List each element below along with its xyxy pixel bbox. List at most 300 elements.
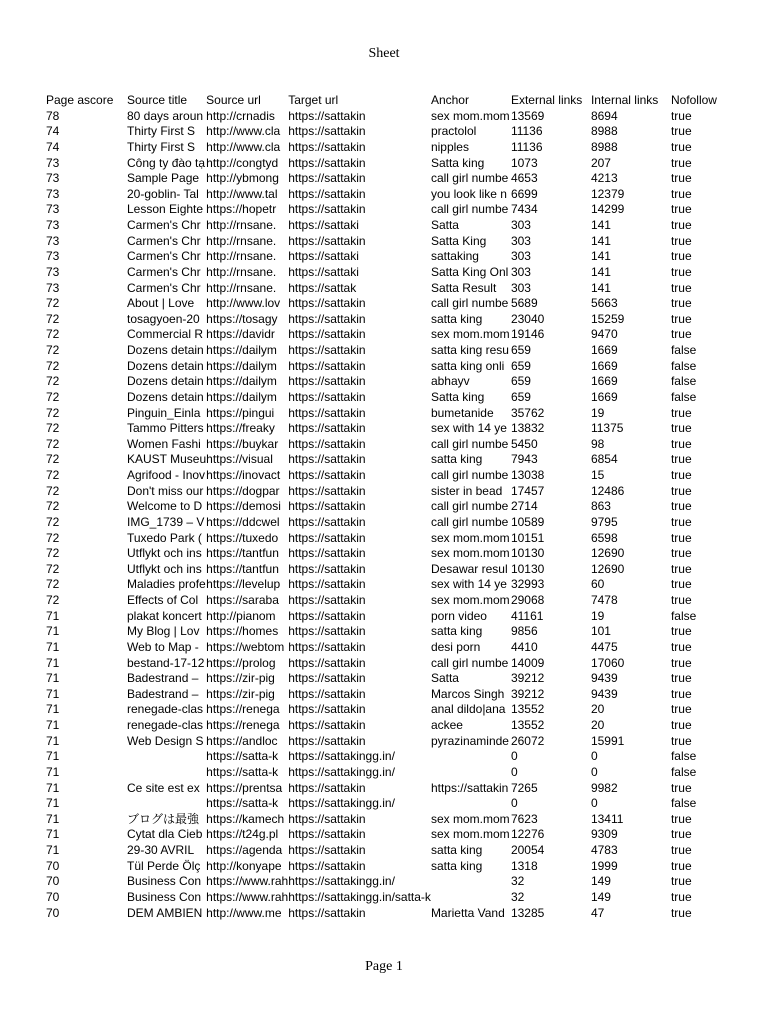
cell-target-url: https://sattakingg.in/ — [288, 796, 395, 811]
cell-page-ascore: 71 — [46, 811, 60, 826]
cell-internal-links: 15991 — [590, 733, 625, 748]
table-row — [46, 187, 731, 203]
cell-external-links: 32 — [510, 874, 525, 889]
cell-anchor: sex mom.mom — [430, 593, 510, 607]
cell-external-links: 303 — [510, 264, 531, 279]
cell-page-ascore: 72 — [46, 546, 60, 561]
cell-source-title: Tuxedo Park ( — [127, 530, 202, 545]
cell-anchor: sex mom.mom — [430, 327, 510, 342]
cell-source-url: https://webtom — [206, 639, 285, 654]
cell-source-title: Thirty First S — [127, 139, 195, 154]
cell-source-title: KAUST Museu — [127, 452, 207, 467]
table-row — [46, 765, 731, 781]
cell-internal-links: 141 — [590, 264, 611, 279]
cell-page-ascore: 72 — [46, 577, 60, 592]
cell-internal-links: 47 — [590, 905, 605, 920]
cell-nofollow: true — [670, 139, 692, 154]
cell-anchor: call girl numbe — [430, 468, 509, 482]
cell-external-links: 659 — [510, 374, 531, 389]
cell-source-url: https://satta-k — [206, 764, 279, 779]
cell-external-links: 20054 — [510, 843, 545, 857]
table-row — [46, 468, 731, 484]
cell-external-links: 35762 — [510, 405, 545, 420]
cell-external-links: 7943 — [510, 452, 538, 467]
cell-anchor: sex mom.mom — [430, 811, 510, 826]
table-row — [46, 577, 731, 593]
cell-page-ascore: 71 — [46, 624, 60, 639]
cell-external-links: 303 — [510, 218, 531, 232]
table-body — [46, 109, 731, 922]
cell-source-url: http://rnsane. — [206, 233, 277, 248]
table-row — [46, 827, 731, 843]
cell-source-url: http://www.cla — [206, 139, 281, 154]
cell-external-links: 659 — [510, 358, 531, 373]
cell-external-links: 303 — [510, 233, 531, 248]
cell-target-url: https://sattakin — [288, 718, 366, 732]
cell-anchor — [431, 749, 511, 765]
cell-source-url: https://tosagy — [206, 311, 278, 326]
cell-anchor: sex mom.mom — [430, 827, 510, 842]
cell-anchor: bumetanide — [430, 405, 494, 420]
cell-target-url: https://sattakin — [288, 733, 366, 748]
cell-target-url: https://sattakin — [288, 811, 366, 826]
cell-target-url: https://sattakin — [288, 343, 366, 357]
cell-source-title — [127, 796, 206, 812]
cell-target-url: https://sattakingg.in/satta-k — [288, 889, 431, 904]
table-row — [46, 781, 731, 797]
cell-anchor: call girl numbe — [430, 171, 509, 186]
cell-external-links: 13569 — [510, 108, 545, 123]
cell-external-links: 303 — [510, 249, 531, 264]
cell-anchor: Satta — [430, 218, 459, 232]
cell-internal-links: 101 — [590, 624, 611, 639]
table-row — [46, 859, 731, 875]
cell-external-links: 1073 — [510, 155, 538, 170]
cell-nofollow: true — [670, 858, 692, 873]
cell-page-ascore: 73 — [46, 186, 60, 201]
table-row — [46, 640, 731, 656]
cell-source-title: Business Con — [127, 874, 202, 889]
cell-external-links: 39212 — [510, 671, 545, 686]
cell-internal-links: 15259 — [590, 311, 625, 326]
cell-source-url: http://www.lov — [206, 296, 281, 311]
cell-internal-links: 8988 — [590, 124, 618, 139]
cell-nofollow: true — [670, 311, 692, 326]
table-row — [46, 406, 731, 422]
table-row — [46, 218, 731, 234]
table-row — [46, 843, 731, 859]
cell-target-url: https://sattakin — [288, 233, 366, 248]
cell-nofollow: false — [670, 764, 697, 779]
cell-nofollow: true — [670, 811, 692, 826]
cell-internal-links: 9470 — [590, 327, 618, 342]
table-row — [46, 124, 731, 140]
cell-page-ascore: 72 — [46, 593, 60, 607]
cell-nofollow: true — [670, 436, 692, 451]
cell-source-url: https://agenda — [206, 843, 283, 857]
cell-internal-links: 12379 — [590, 186, 625, 201]
cell-target-url: https://sattakin — [288, 546, 366, 561]
cell-page-ascore: 73 — [46, 202, 60, 217]
table-row — [46, 702, 731, 718]
cell-external-links: 10130 — [510, 561, 545, 576]
cell-nofollow: true — [670, 218, 692, 232]
cell-external-links: 5450 — [510, 436, 538, 451]
cell-nofollow: false — [670, 749, 697, 764]
cell-external-links: 19146 — [510, 327, 545, 342]
cell-nofollow: true — [670, 155, 692, 170]
cell-source-url: https://www.rah — [206, 874, 289, 889]
cell-page-ascore: 72 — [46, 436, 60, 451]
cell-anchor: satta king — [430, 843, 483, 857]
cell-internal-links: 13411 — [590, 811, 624, 826]
cell-anchor: call girl numbe — [430, 514, 509, 529]
cell-page-ascore: 71 — [46, 608, 60, 623]
cell-anchor: satta king — [430, 624, 483, 639]
cell-page-ascore: 71 — [46, 639, 60, 654]
cell-page-ascore: 71 — [46, 655, 60, 670]
cell-target-url: https://sattakingg.in/ — [288, 749, 395, 764]
cell-target-url: https://sattakin — [288, 858, 366, 873]
cell-target-url: https://sattakin — [288, 296, 366, 311]
cell-external-links: 13832 — [510, 421, 545, 436]
cell-source-title: Carmen's Chr — [127, 264, 201, 279]
cell-anchor: Satta King — [430, 233, 487, 248]
cell-source-url: https://zir-pig — [206, 671, 275, 686]
cell-source-title: Dozens detain — [127, 374, 204, 389]
column-header-source-url: Source url — [206, 93, 261, 107]
cell-source-url: https://dailym — [206, 343, 277, 357]
table-row — [46, 437, 731, 453]
cell-internal-links: 0 — [590, 796, 598, 811]
cell-target-url: https://sattakin — [288, 577, 366, 592]
cell-anchor — [431, 796, 511, 812]
cell-source-url: https://hopetr — [206, 202, 277, 217]
cell-external-links: 17457 — [510, 483, 545, 498]
cell-anchor: call girl numbe — [430, 499, 509, 514]
cell-internal-links: 9439 — [590, 686, 618, 701]
cell-target-url: https://sattaki — [288, 218, 359, 232]
cell-source-url: https://prolog — [206, 655, 276, 670]
table-row — [46, 734, 731, 750]
cell-internal-links: 19 — [590, 405, 605, 420]
cell-external-links: 1318 — [510, 858, 538, 873]
table-row — [46, 687, 731, 703]
cell-nofollow: true — [670, 874, 692, 889]
cell-internal-links: 1669 — [590, 389, 618, 404]
cell-anchor: sex mom.mom — [430, 108, 510, 123]
cell-external-links: 10130 — [510, 546, 545, 561]
table-row — [46, 890, 731, 906]
cell-internal-links: 20 — [590, 702, 605, 717]
cell-source-url: http://www.me — [206, 905, 282, 920]
cell-internal-links: 6854 — [590, 452, 618, 467]
cell-source-title: Carmen's Chr — [127, 233, 201, 248]
cell-external-links: 13285 — [510, 905, 545, 920]
cell-internal-links: 6598 — [590, 530, 618, 545]
cell-external-links: 2714 — [510, 499, 538, 514]
cell-nofollow: true — [670, 452, 692, 467]
cell-source-title: Agrifood - Inov — [127, 468, 206, 482]
cell-anchor: satta king onli — [430, 358, 505, 373]
cell-target-url: https://sattakin — [288, 139, 366, 154]
cell-source-url: https://satta-k — [206, 796, 279, 811]
cell-source-title: Business Con — [127, 889, 202, 904]
cell-external-links: 32993 — [510, 577, 545, 592]
cell-anchor: call girl numbe — [430, 436, 509, 451]
cell-page-ascore: 71 — [46, 671, 60, 686]
cell-page-ascore: 78 — [46, 108, 60, 123]
cell-internal-links: 12690 — [590, 561, 625, 576]
table-row — [46, 390, 731, 406]
cell-target-url: https://sattakin — [288, 311, 366, 326]
cell-anchor: sex with 14 ye — [430, 577, 507, 592]
cell-source-title: DEM AMBIEN — [127, 905, 203, 920]
cell-target-url: https://sattakin — [288, 655, 366, 670]
cell-page-ascore: 71 — [46, 733, 60, 748]
cell-page-ascore: 71 — [46, 718, 60, 732]
cell-source-url: https://davidr — [206, 327, 275, 342]
cell-source-title: Dozens detain — [127, 389, 204, 404]
table-row — [46, 327, 731, 343]
cell-page-ascore: 73 — [46, 218, 60, 232]
cell-anchor: satta king — [430, 311, 483, 326]
cell-internal-links: 14299 — [590, 202, 625, 217]
cell-nofollow: false — [670, 374, 697, 389]
cell-internal-links: 7478 — [590, 593, 618, 607]
table-row — [46, 202, 731, 218]
cell-page-ascore: 73 — [46, 280, 60, 295]
cell-anchor — [431, 874, 511, 890]
cell-external-links: 4410 — [510, 639, 538, 654]
cell-target-url: https://sattakin — [288, 639, 366, 654]
cell-target-url: https://sattaki — [288, 264, 359, 279]
cell-nofollow: false — [670, 343, 697, 357]
page-number: Page 1 — [365, 959, 403, 974]
table-row — [46, 515, 731, 531]
cell-target-url: https://sattakingg.in/ — [288, 764, 395, 779]
table-row — [46, 874, 731, 890]
cell-nofollow: true — [670, 124, 692, 139]
cell-nofollow: false — [670, 796, 697, 811]
cell-internal-links: 207 — [590, 155, 611, 170]
cell-page-ascore: 72 — [46, 561, 60, 576]
cell-target-url: https://sattakin — [288, 436, 366, 451]
cell-nofollow: true — [670, 483, 692, 498]
cell-source-title: plakat koncert — [127, 608, 202, 623]
table-row — [46, 421, 731, 437]
cell-nofollow: true — [670, 186, 692, 201]
cell-external-links: 4653 — [510, 171, 538, 186]
table-row — [46, 593, 731, 609]
cell-source-title: renegade-clas — [127, 702, 204, 717]
cell-page-ascore: 71 — [46, 749, 60, 764]
cell-external-links: 7434 — [510, 202, 538, 217]
cell-source-url: https://renega — [206, 718, 280, 732]
cell-page-ascore: 71 — [46, 780, 60, 795]
cell-external-links: 11136 — [510, 124, 543, 139]
cell-source-url: http://konyape — [206, 858, 282, 873]
cell-source-title: Women Fashi — [127, 436, 201, 451]
table-row — [46, 234, 731, 250]
cell-nofollow: true — [670, 718, 692, 732]
cell-page-ascore: 70 — [46, 905, 60, 920]
table-row — [46, 281, 731, 297]
cell-target-url: https://sattakin — [288, 561, 366, 576]
cell-source-title: Pinguin_Einla — [127, 405, 201, 420]
cell-nofollow: true — [670, 280, 692, 295]
cell-source-url: https://levelup — [206, 577, 281, 592]
cell-external-links: 7265 — [510, 780, 538, 795]
cell-target-url: https://sattakin — [288, 186, 366, 201]
cell-external-links: 26072 — [510, 733, 545, 748]
cell-anchor: Satta king — [430, 155, 485, 170]
table-row — [46, 343, 731, 359]
cell-source-url: https://homes — [206, 624, 279, 639]
cell-target-url: https://sattakin — [288, 593, 366, 607]
cell-page-ascore: 70 — [46, 889, 60, 904]
cell-anchor: Satta — [430, 671, 459, 686]
cell-internal-links: 0 — [590, 749, 598, 764]
cell-source-url: https://pingui — [206, 405, 275, 420]
cell-target-url: https://sattaki — [288, 249, 359, 264]
cell-anchor: https://sattakin — [430, 780, 509, 795]
table-row — [46, 484, 731, 500]
cell-external-links: 10589 — [510, 514, 545, 529]
cell-nofollow: true — [670, 405, 692, 420]
cell-page-ascore: 72 — [46, 358, 60, 373]
cell-internal-links: 5663 — [590, 296, 618, 311]
cell-anchor: desi porn — [430, 639, 481, 654]
cell-target-url: https://sattakingg.in/ — [288, 874, 395, 889]
cell-external-links: 0 — [510, 749, 518, 764]
cell-source-title: Dozens detain — [127, 358, 204, 373]
cell-anchor: abhayv — [430, 374, 470, 389]
cell-nofollow: true — [670, 296, 692, 311]
cell-anchor: satta king — [430, 858, 483, 873]
cell-source-url: https://dailym — [206, 389, 277, 404]
sheet-title: Sheet — [368, 46, 400, 61]
cell-anchor: sex with 14 ye — [430, 421, 507, 436]
cell-anchor: Satta Result — [430, 280, 497, 295]
cell-source-title: Web Design S — [127, 733, 204, 748]
cell-target-url: https://sattakin — [288, 452, 366, 467]
column-header-target-url: Target url — [288, 93, 339, 107]
cell-anchor: sex mom.mom — [430, 530, 510, 545]
cell-target-url: https://sattakin — [288, 843, 366, 857]
cell-page-ascore: 70 — [46, 874, 60, 889]
cell-external-links: 7623 — [510, 811, 538, 826]
column-header-anchor: Anchor — [430, 93, 469, 107]
cell-target-url: https://sattakin — [288, 624, 366, 639]
cell-source-url: https://freaky — [206, 421, 275, 436]
cell-page-ascore: 72 — [46, 405, 60, 420]
cell-external-links: 0 — [510, 764, 518, 779]
cell-source-url: https://andloc — [206, 733, 278, 748]
table-row — [46, 718, 731, 734]
table-row — [46, 531, 731, 547]
cell-page-ascore: 73 — [46, 233, 60, 248]
cell-external-links: 659 — [510, 389, 531, 404]
cell-source-url: https://ddcwel — [206, 514, 280, 529]
cell-internal-links: 15 — [590, 468, 605, 482]
cell-source-title: Công ty đào tạ — [127, 155, 206, 170]
cell-page-ascore: 72 — [46, 296, 60, 311]
cell-internal-links: 141 — [590, 249, 611, 264]
cell-internal-links: 149 — [590, 889, 611, 904]
table-row — [46, 374, 731, 390]
cell-source-title: Tül Perde Ölç — [127, 858, 201, 873]
cell-source-url: https://dogpar — [206, 483, 280, 498]
table-row — [46, 671, 731, 687]
cell-source-url: https://renega — [206, 702, 280, 717]
table-row — [46, 265, 731, 281]
cell-external-links: 12276 — [510, 827, 545, 842]
cell-target-url: https://sattakin — [288, 202, 366, 217]
cell-external-links: 5689 — [510, 296, 538, 311]
cell-external-links: 39212 — [510, 686, 545, 701]
cell-source-title: bestand-17-12 — [127, 655, 205, 670]
cell-source-title: IMG_1739 – V — [127, 514, 205, 529]
cell-source-url: https://kamech — [206, 811, 285, 826]
cell-source-title: Cytat dla Cieb — [127, 827, 203, 842]
cell-nofollow: true — [670, 530, 692, 545]
cell-nofollow: true — [670, 686, 692, 701]
cell-nofollow: true — [670, 561, 692, 576]
cell-source-url: https://buykar — [206, 436, 279, 451]
cell-anchor: call girl numbe — [430, 202, 509, 217]
table-row — [46, 359, 731, 375]
column-header-internal-links: Internal links — [590, 93, 659, 107]
cell-anchor: sattaking — [430, 249, 479, 264]
cell-anchor: anal dildo|ana — [430, 702, 506, 717]
table-row — [46, 812, 731, 828]
cell-source-url: https://tantfun — [206, 546, 279, 561]
cell-internal-links: 1669 — [590, 374, 618, 389]
cell-target-url: https://sattakin — [288, 389, 366, 404]
cell-internal-links: 8694 — [590, 108, 618, 123]
cell-page-ascore: 72 — [46, 514, 60, 529]
cell-page-ascore: 74 — [46, 139, 60, 154]
cell-target-url: https://sattakin — [288, 483, 366, 498]
cell-nofollow: true — [670, 108, 692, 123]
cell-target-url: https://sattakin — [288, 530, 366, 545]
cell-source-url: http://pianom — [206, 608, 276, 623]
cell-target-url: https://sattakin — [288, 827, 366, 842]
cell-page-ascore: 71 — [46, 764, 60, 779]
cell-nofollow: false — [670, 389, 697, 404]
cell-source-url: https://dailym — [206, 358, 277, 373]
cell-page-ascore: 74 — [46, 124, 60, 139]
cell-anchor: pyrazinaminde — [430, 733, 509, 748]
cell-anchor: sex mom.mom — [430, 546, 510, 561]
table-row — [46, 171, 731, 187]
table-row — [46, 624, 731, 640]
cell-external-links: 41161 — [510, 608, 544, 623]
cell-source-url: https://tantfun — [206, 561, 279, 576]
cell-nofollow: true — [670, 733, 692, 748]
table-row — [46, 249, 731, 265]
cell-nofollow: true — [670, 499, 692, 514]
cell-source-title: Don't miss our — [127, 483, 204, 498]
cell-source-title: Sample Page — [127, 171, 200, 186]
cell-anchor: Satta king — [430, 389, 485, 404]
cell-external-links: 659 — [510, 343, 531, 357]
cell-external-links: 13552 — [510, 702, 545, 717]
cell-external-links: 29068 — [510, 593, 545, 607]
cell-nofollow: true — [670, 546, 692, 561]
cell-target-url: https://sattakin — [288, 358, 366, 373]
